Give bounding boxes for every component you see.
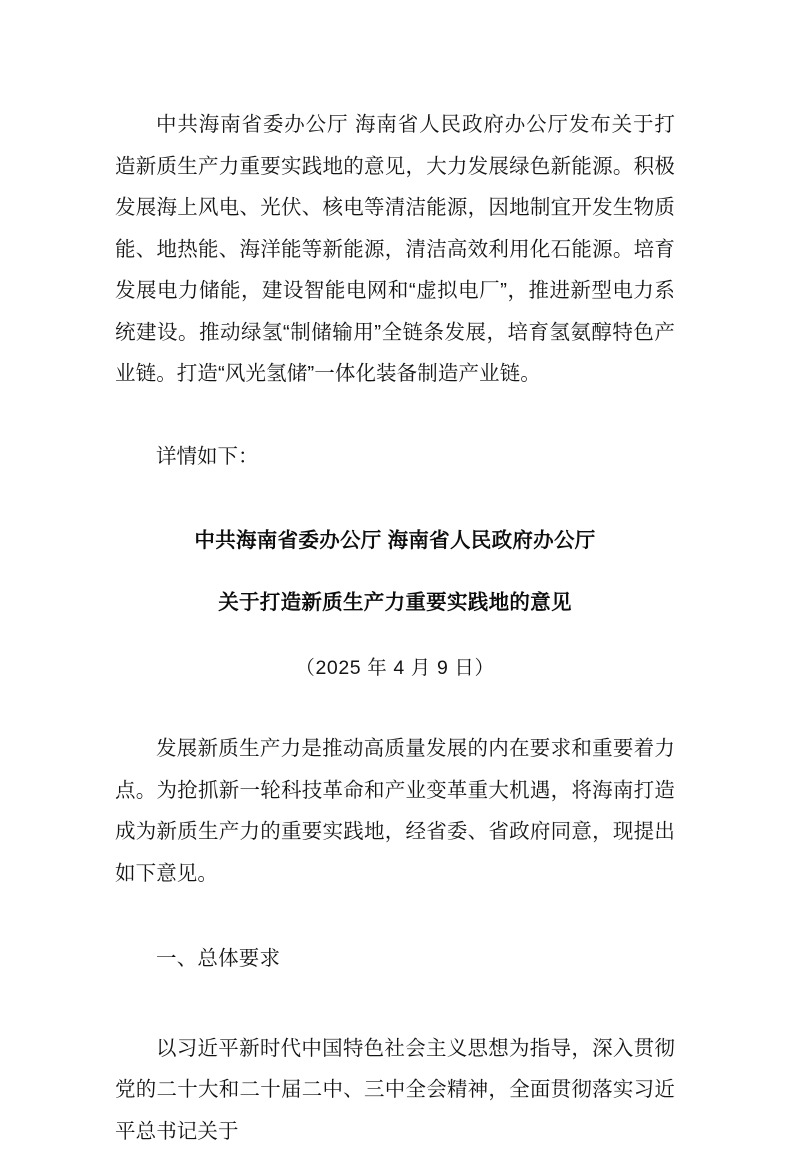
- spacer: [115, 684, 675, 728]
- spacer: [115, 894, 675, 938]
- lead-line: 详情如下：: [115, 436, 675, 478]
- spacer: [115, 619, 675, 652]
- section-heading-1: 一、总体要求: [115, 938, 675, 980]
- document-date: （2025 年 4 月 9 日）: [115, 652, 675, 684]
- section-body-1: 以习近平新时代中国特色社会主义思想为指导，深入贯彻党的二十大和二十届二中、三中全会精神，全面贯彻落实习近平总书记关于: [115, 1028, 675, 1152]
- spacer: [115, 395, 675, 436]
- document-title-subject: 关于打造新质生产力重要实践地的意见: [115, 587, 675, 619]
- spacer: [115, 477, 675, 525]
- preamble-paragraph: 发展新质生产力是推动高质量发展的内在要求和重要着力点。为抢抓新一轮科技革命和产业变革重大机遇，将海南打造成为新质生产力的重要实践地，经省委、省政府同意，现提出如下意见。: [115, 728, 675, 894]
- document-content: [115, 104, 675, 1152]
- spacer: [115, 980, 675, 1028]
- document-title-issuers: 中共海南省委办公厅 海南省人民政府办公厅: [115, 525, 675, 557]
- summary-paragraph: 中共海南省委办公厅 海南省人民政府办公厅发布关于打造新质生产力重要实践地的意见，大力发展绿色新能源。积极发展海上风电、光伏、核电等清洁能源，因地制宜开发生物质能、地热能、海洋能等新能源，清洁高效利用化石能源。培育发展电力储能，建设智能电网和“虚拟电厂”，推进新型电力系统建设。推动绿氢“制储输用”全链条发展，培育氢氨醇特色产业链。打造“风光氢储”一体化装备制造产业链。: [115, 104, 675, 395]
- spacer: [115, 557, 675, 587]
